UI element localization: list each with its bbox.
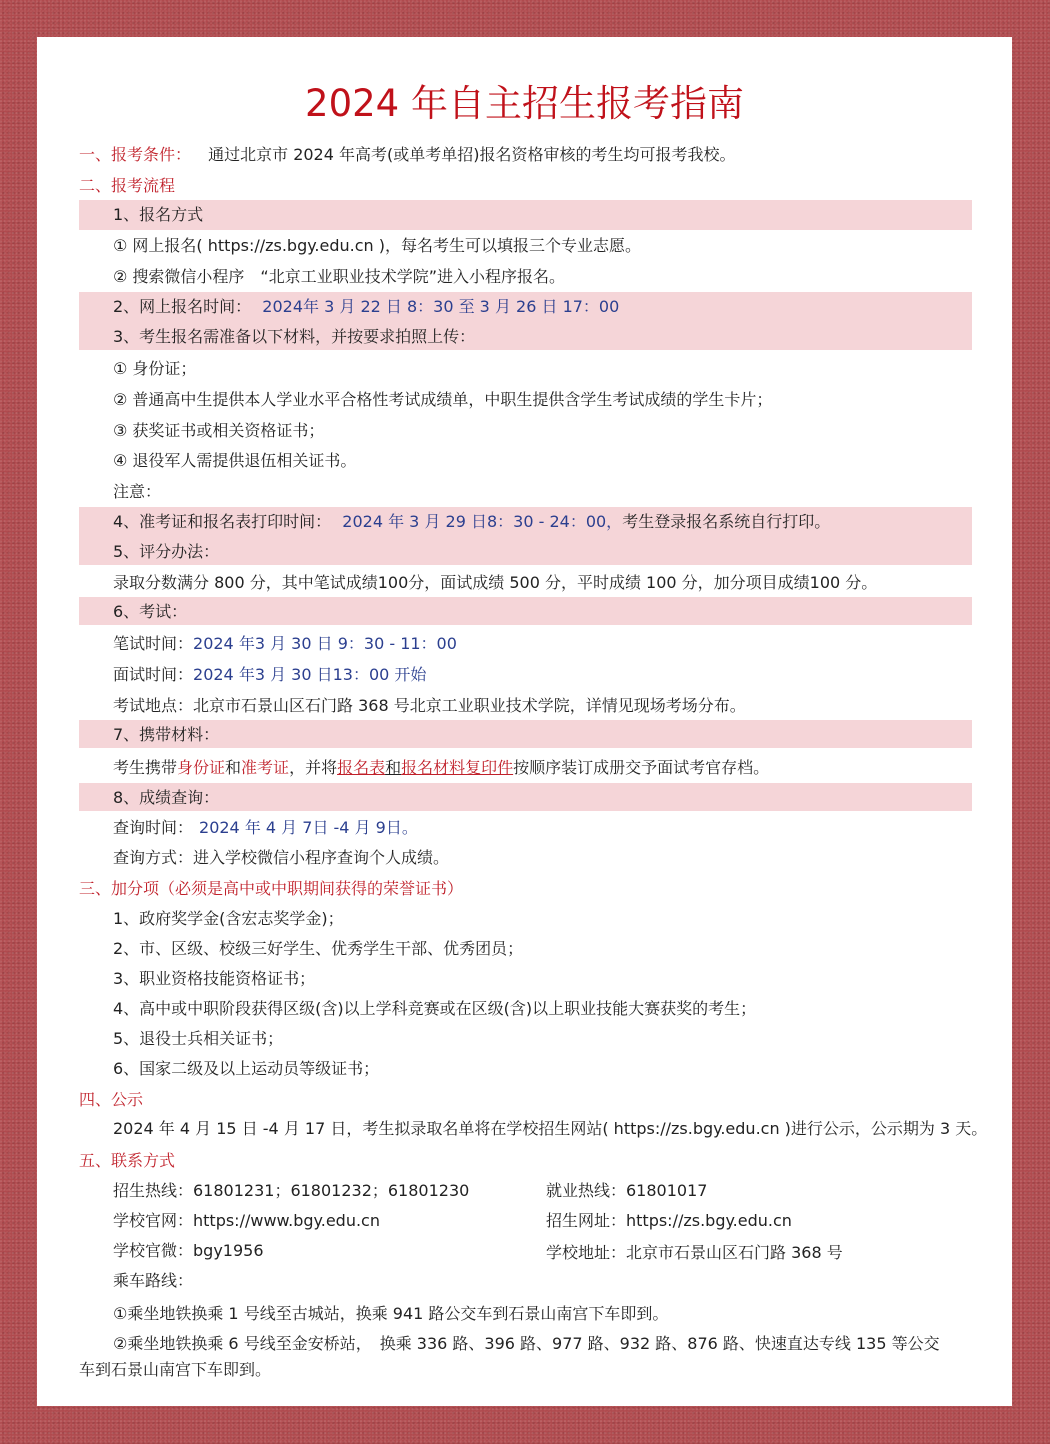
publicity-detail: 2024 年 4 月 15 日 -4 月 17 日，考生拟录取名单将在学校招生网站( https://zs.bgy.edu.cn )进行公示，公示期为 3 天。 (113, 1119, 988, 1138)
note-label (79, 477, 972, 507)
step-label: 3、考生报名需准备以下材料，并按要求拍照上传： (113, 327, 476, 346)
query-method (79, 843, 972, 873)
admission-site-link[interactable]: 招生网址：https://zs.bgy.edu.cn (546, 1211, 792, 1230)
step-4 (113, 507, 972, 537)
route-1 (79, 1299, 972, 1329)
note-text: 注意： (113, 482, 162, 501)
field-label: 面试时间： (113, 665, 194, 684)
bonus-text: 6、国家二级及以上运动员等级证书； (113, 1059, 380, 1078)
school-website-link[interactable]: 学校官网：https://www.bgy.edu.cn (113, 1211, 380, 1230)
contact-row-1 (79, 1176, 972, 1206)
bonus-text: 1、政府奖学金(含宏志奖学金)； (113, 909, 344, 928)
bonus-text: 3、职业资格技能资格证书； (113, 969, 316, 988)
section-process (79, 171, 972, 201)
highlight-registration-form: 报名表 (337, 758, 386, 777)
routes-label (79, 1266, 972, 1296)
option-text: ① 网上报名( https://zs.bgy.edu.cn )，每名考生可以填报三个专业志愿。 (113, 236, 642, 255)
registration-time: 2024年 3 月 22 日 8：30 至 3 月 26 日 17：00 (262, 297, 620, 316)
section-publicity (79, 1085, 972, 1115)
option-text: ② 搜索微信小程序 “北京工业职业技术学院”进入小程序报名。 (113, 267, 566, 286)
step-label: 8、成绩查询： (113, 788, 220, 807)
material-text: ④ 退役军人需提供退伍相关证书。 (113, 451, 357, 470)
section-heading: 三、加分项（必须是高中或中职期间获得的荣誉证书） (79, 879, 464, 898)
material-text: ② 普通高中生提供本人学业水平合格性考试成绩单，中职生提供含学生考试成绩的学生卡片； (113, 390, 773, 409)
step-1-heading (79, 200, 972, 230)
step-label: 1、报名方式 (113, 205, 204, 224)
route-text: 车到石景山南宫下车即到。 (79, 1360, 272, 1379)
print-note: 考生登录报名系统自行打印。 (622, 512, 831, 531)
step-4-5-band (79, 507, 972, 565)
route-text: ①乘坐地铁换乘 1 号线至古城站，换乘 941 路公交车到石景山南宫下车即到。 (113, 1304, 669, 1323)
written-exam-time (79, 629, 972, 659)
highlight-id-card: 身份证 (177, 758, 226, 777)
section-heading: 二、报考流程 (79, 176, 176, 195)
step-label: 7、携带材料： (113, 725, 220, 744)
bonus-item (79, 904, 972, 934)
bonus-item (79, 934, 972, 964)
section-heading: 一、报考条件： (79, 145, 192, 164)
admission-hotline: 招生热线：61801231；61801232；61801230 (113, 1181, 470, 1200)
field-value: 2024 年3 月 30 日 9：30 - 11：00 (193, 634, 457, 653)
step-label: 6、考试： (113, 602, 188, 621)
bonus-text: 5、退役士兵相关证书； (113, 1029, 284, 1048)
scoring-text (79, 568, 972, 598)
step-1-option-1 (79, 231, 972, 261)
field-label: 查询时间： (113, 818, 194, 837)
exam-location (79, 691, 972, 721)
material-text: ① 身份证； (113, 359, 197, 378)
method-text: 查询方式：进入学校微信小程序查询个人成绩。 (113, 848, 450, 867)
step-6 (79, 597, 972, 625)
text: 和 (385, 758, 402, 777)
text: 按顺序装订成册交予面试考官存档。 (513, 758, 770, 777)
section-heading: 四、公示 (79, 1090, 144, 1109)
step-3 (113, 322, 972, 352)
guide-document (37, 37, 1012, 1406)
text: 考生携带 (113, 758, 178, 777)
highlight-material-copies: 报名材料复印件 (401, 758, 514, 777)
section-contact (79, 1146, 972, 1176)
step-label: 4、准考证和报名表打印时间： (113, 512, 332, 531)
scoring-detail: 录取分数满分 800 分，其中笔试成绩100分，面试成绩 500 分，平时成绩 100 分，加分项目成绩100 分。 (113, 573, 878, 592)
location-text: 考试地点：北京市石景山区石门路 368 号北京工业职业技术学院，详情见现场考场分布。 (113, 696, 746, 715)
material-4 (79, 446, 972, 476)
contact-row-3 (79, 1236, 972, 1266)
bonus-item (79, 1054, 972, 1084)
material-3 (79, 416, 972, 446)
bonus-text: 2、市、区级、校级三好学生、优秀学生干部、优秀团员； (113, 939, 524, 958)
step-label: 5、评分办法： (113, 542, 220, 561)
wechat-account: 学校官微：bgy1956 (113, 1241, 264, 1260)
print-time: 2024 年 3 月 29 日8：30 - 24：00， (342, 512, 623, 531)
bonus-item (79, 964, 972, 994)
material-text: ③ 获奖证书或相关资格证书； (113, 421, 325, 440)
query-time (79, 813, 972, 843)
step-label: 2、网上报名时间： (113, 297, 252, 316)
route-2 (79, 1331, 979, 1383)
field-value: 2024 年 4 月 7日 -4 月 9日。 (199, 818, 418, 837)
contact-row-2 (79, 1206, 972, 1236)
school-address: 学校地址：北京市石景山区石门路 368 号 (546, 1243, 843, 1262)
step-7 (79, 720, 972, 748)
material-2 (79, 385, 972, 415)
page-title: 2024 年自主招生报考指南 (305, 82, 744, 125)
route-text: ②乘坐地铁换乘 6 号线至金安桥站， 换乘 336 路、396 路、977 路、932 路、876 路、快速直达专线 135 等公交 (113, 1334, 940, 1353)
field-label: 笔试时间： (113, 634, 194, 653)
text: 和 (225, 758, 242, 777)
highlight-admission-ticket: 准考证 (241, 758, 290, 777)
eligibility-text: 通过北京市 2024 年高考(或单考单招)报名资格审核的考生均可报考我校。 (208, 145, 736, 164)
section-heading: 五、联系方式 (79, 1151, 176, 1170)
step-1-option-2 (79, 262, 972, 292)
bonus-item (79, 994, 972, 1024)
bonus-item (79, 1024, 972, 1054)
field-value: 2024 年3 月 30 日13：00 开始 (193, 665, 427, 684)
step-2 (113, 292, 972, 322)
routes-label-text: 乘车路线： (113, 1271, 194, 1290)
section-bonus (79, 874, 972, 904)
section-eligibility (79, 140, 972, 170)
step-8 (79, 783, 972, 811)
interview-time (79, 660, 972, 690)
material-1 (79, 354, 972, 384)
carry-materials-text (79, 753, 972, 783)
step-5 (113, 537, 972, 567)
text: ，并将 (289, 758, 338, 777)
bonus-text: 4、高中或中职阶段获得区级(含)以上学科竞赛或在区级(含)以上职业技能大赛获奖的考生； (113, 999, 757, 1018)
publicity-text (79, 1114, 1019, 1144)
employment-hotline: 就业热线：61801017 (546, 1181, 708, 1200)
step-2-3-band (79, 292, 972, 350)
